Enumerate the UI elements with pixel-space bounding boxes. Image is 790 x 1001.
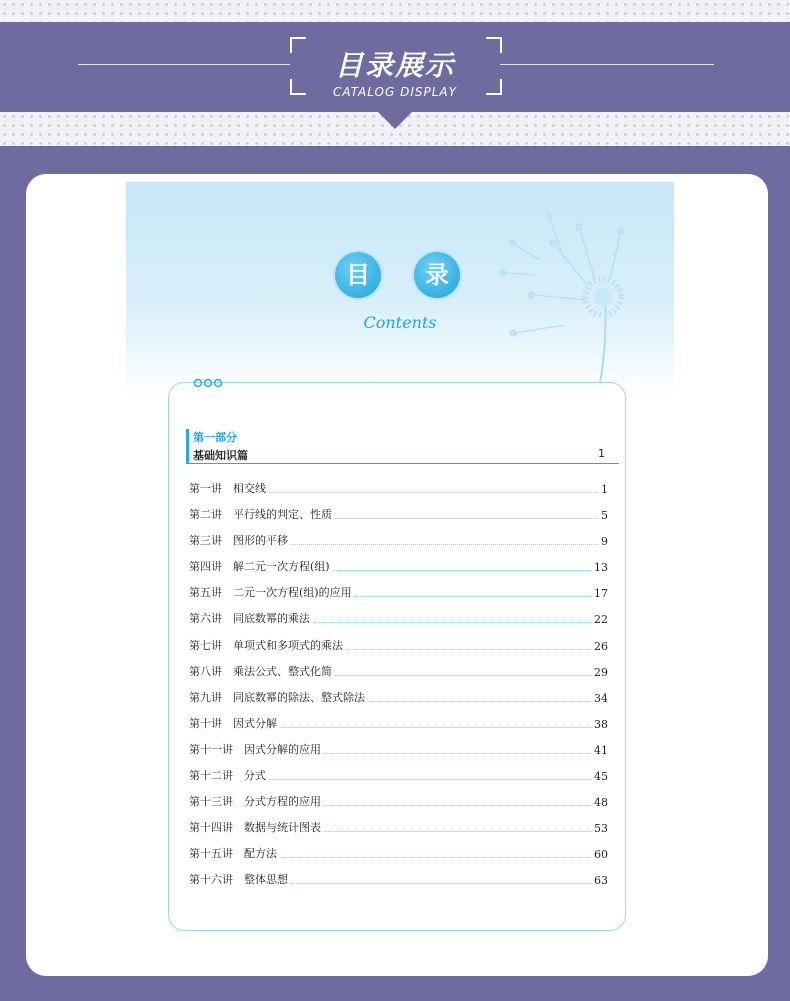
toc-page: 5 [601, 509, 608, 523]
toc-title: 分式方程的应用 [244, 795, 321, 809]
toc-title: 整体思想 [244, 873, 288, 887]
toc-title: 同底数幂的除法、整式除法 [233, 690, 365, 704]
toc-entry[interactable] [189, 731, 608, 757]
toc-leader [313, 621, 591, 623]
toc-title: 二元一次方程(组)的应用 [233, 586, 352, 600]
toc-entry[interactable] [189, 600, 608, 626]
toc-chapter: 第五讲 [189, 586, 222, 600]
toc-entry[interactable] [189, 626, 608, 652]
dandelion-icon [495, 205, 635, 385]
toc-title: 分式 [244, 769, 266, 783]
toc-entry[interactable] [189, 482, 608, 496]
toc-page: 22 [594, 613, 608, 627]
toc-page: 53 [594, 822, 608, 836]
toc-chapter: 第二讲 [189, 508, 222, 522]
toc-leader [291, 543, 598, 545]
toc-entry[interactable] [189, 861, 608, 887]
toc-title: 平行线的判定、性质 [233, 508, 332, 522]
toc-page: 17 [594, 587, 608, 601]
toc-title: 因式分解 [233, 716, 277, 730]
toc-leader [368, 700, 591, 702]
toc-leader [280, 726, 591, 728]
toc-leader [269, 778, 591, 780]
contents-label: Contents [363, 313, 437, 332]
toc-chapter: 第六讲 [189, 612, 222, 626]
title-circle-1: 目 [335, 252, 381, 298]
part-title: 第一部分 [193, 431, 237, 444]
header-rule-left [78, 64, 290, 65]
toc-leader [291, 882, 591, 884]
part-subtitle: 基础知识篇 [193, 449, 248, 462]
banner-title: 目录展示 [334, 49, 455, 82]
toc-leader [280, 856, 591, 858]
header-rule-right [500, 64, 714, 65]
toc-entry[interactable] [189, 679, 608, 705]
toc-leader [324, 804, 591, 806]
toc-list [189, 482, 608, 887]
toc-leader [346, 648, 591, 650]
toc-entry[interactable] [189, 783, 608, 809]
toc-chapter: 第十五讲 [189, 847, 233, 861]
toc-chapter: 第十三讲 [189, 795, 233, 809]
toc-page: 13 [594, 561, 608, 575]
toc-page: 1 [601, 483, 608, 496]
toc-leader [335, 674, 591, 676]
toc-title: 同底数幂的乘法 [233, 612, 310, 626]
toc-chapter: 第七讲 [189, 638, 222, 652]
part-header [186, 429, 619, 464]
toc-entry[interactable] [189, 705, 608, 731]
toc-title: 单项式和多项式的乘法 [233, 638, 343, 652]
toc-chapter: 第十讲 [189, 716, 222, 730]
toc-entry[interactable] [189, 809, 608, 835]
toc-page: 45 [594, 770, 608, 784]
toc-page: 9 [601, 535, 608, 549]
toc-chapter: 第八讲 [189, 664, 222, 678]
toc-chapter: 第九讲 [189, 690, 222, 704]
toc-title: 配方法 [244, 847, 277, 861]
toc-page: 48 [594, 796, 608, 810]
binder-rings-icon [193, 377, 225, 389]
toc-entry[interactable] [189, 835, 608, 861]
toc-entry[interactable] [189, 757, 608, 783]
part-page-number: 1 [598, 447, 605, 460]
toc-leader [324, 830, 591, 832]
toc-chapter: 第十一讲 [189, 742, 233, 756]
toc-title: 乘法公式、整式化简 [233, 664, 332, 678]
toc-chapter: 第三讲 [189, 534, 222, 548]
toc-chapter: 第一讲 [189, 482, 222, 495]
toc-entry[interactable] [189, 653, 608, 679]
toc-chapter: 第十六讲 [189, 873, 233, 887]
toc-entry[interactable] [189, 548, 608, 574]
banner-subtitle: CATALOG DISPLAY [333, 85, 457, 99]
toc-title: 相交线 [233, 482, 266, 495]
toc-chapter: 第十四讲 [189, 821, 233, 835]
toc-entry[interactable] [189, 496, 608, 522]
toc-page: 60 [594, 848, 608, 862]
toc-title: 因式分解的应用 [244, 742, 321, 756]
dotted-band-top [0, 0, 790, 22]
down-notch-icon [378, 112, 412, 129]
toc-leader [269, 491, 598, 493]
toc-page: 29 [594, 665, 608, 679]
toc-entry[interactable] [189, 574, 608, 600]
toc-chapter: 第四讲 [189, 560, 222, 574]
toc-page: 38 [594, 717, 608, 731]
toc-title: 数据与统计图表 [244, 821, 321, 835]
toc-leader [324, 752, 591, 754]
toc-page: 34 [594, 691, 608, 705]
toc-leader [335, 517, 598, 519]
toc-title: 图形的平移 [233, 534, 288, 548]
toc-leader [333, 569, 591, 571]
toc-page: 26 [594, 639, 608, 653]
toc-chapter: 第十二讲 [189, 769, 233, 783]
toc-title: 解二元一次方程(组) [233, 560, 330, 574]
toc-page: 63 [594, 874, 608, 888]
title-circle-2: 录 [414, 252, 460, 298]
toc-leader [355, 595, 591, 597]
toc-page: 41 [594, 743, 608, 757]
toc-entry[interactable] [189, 522, 608, 548]
